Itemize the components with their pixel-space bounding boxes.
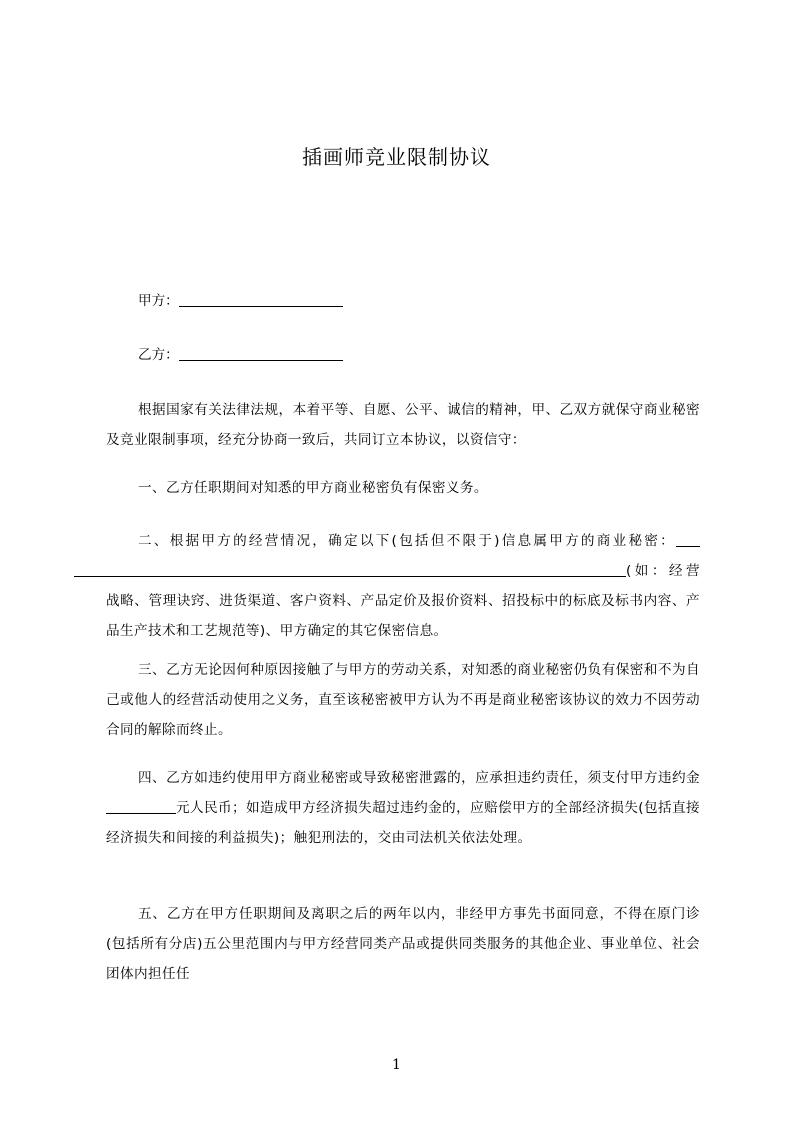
- clause-4-text-end: 元人民币；如造成甲方经济损失超过违约金的，应赔偿甲方的全部经济损失(包括直接经济损失和间接的利益损失)；触犯刑法的，交由司法机关依法处理。: [106, 800, 700, 846]
- page-title: 插画师竞业限制协议: [302, 145, 491, 169]
- clause-3: 三、乙方无论因何种原因接触了与甲方的劳动关系，对知悉的商业秘密仍负有保密和不为自己或他人的经营活动使用之义务，直至该秘密被甲方认为不再是商业秘密该协议的效力不因劳动合同的解除而终止。: [106, 662, 700, 738]
- party-b-label: 乙方：: [138, 347, 179, 363]
- page-number: 1: [392, 1057, 401, 1073]
- intro-paragraph: 根据国家有关法律法规，本着平等、自愿、公平、诚信的精神，甲、乙双方就保守商业秘密及竞业限制事项，经充分协商一致后，共同订立本协议，以资信守：: [106, 402, 700, 448]
- party-b-blank: [179, 346, 343, 361]
- clause-4-text-start: 四、乙方如违约使用甲方商业秘密或导致秘密泄露的，应承担违约责任，须支付甲方违约金: [138, 770, 700, 786]
- clause-5: 五、乙方在甲方任职期间及离职之后的两年以内，非经甲方事先书面同意，不得在原门诊(包括所有分店)五公里范围内与甲方经营同类产品或提供同类服务的其他企业、事业单位、社会团体内担任任: [106, 906, 700, 982]
- clause-2-blank-b: [74, 562, 626, 577]
- party-a-line: [138, 290, 343, 311]
- penalty-amount-blank: [106, 799, 176, 814]
- clause-4: [106, 763, 700, 853]
- party-a-blank: [179, 292, 343, 307]
- clause-2-text-end: (如：经营战略、管理诀窍、进货渠道、客户资料、产品定价及报价资料、招投标中的标底及标书内容、产品生产技术和工艺规范等)、甲方确定的其它保密信息。: [106, 563, 700, 639]
- clause-2: [106, 526, 700, 646]
- clause-2-text-start: 二、根据甲方的经营情况，确定以下(包括但不限于)信息属甲方的商业秘密：: [138, 533, 676, 549]
- clause-1: 一、乙方任职期间对知悉的甲方商业秘密负有保密义务。: [138, 480, 488, 496]
- party-a-label: 甲方：: [138, 293, 179, 309]
- clause-2-blank-a: [676, 532, 700, 547]
- party-b-line: [138, 344, 343, 365]
